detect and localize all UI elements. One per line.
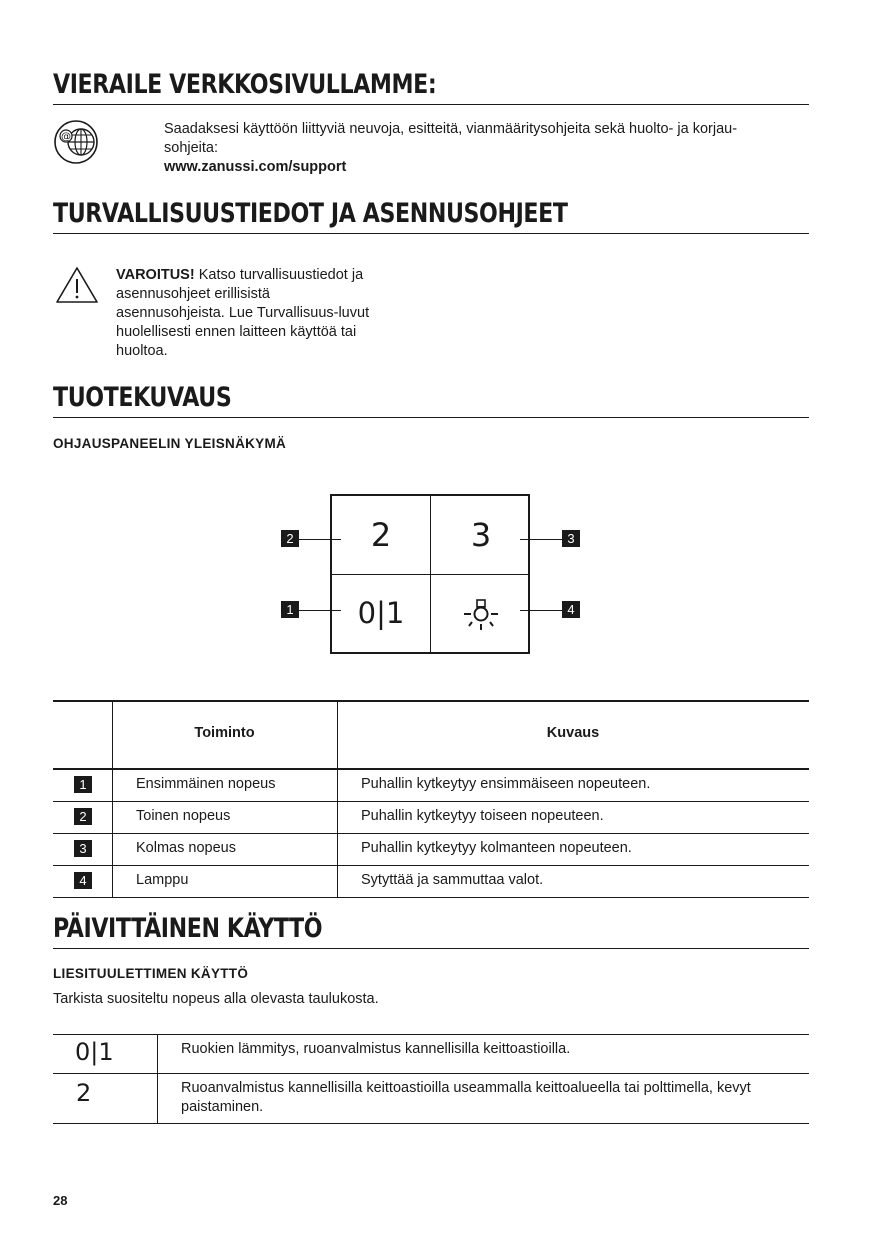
warning-line-4: huolellisesti ennen laitteen käyttöä tai bbox=[116, 324, 357, 340]
row-description: Sytyttää ja sammuttaa valot. bbox=[361, 872, 544, 888]
globe-at-icon bbox=[53, 120, 99, 164]
warning-line-1: Katso turvallisuustiedot ja bbox=[194, 267, 364, 283]
svg-text:@: @ bbox=[61, 131, 71, 143]
lamp-icon[interactable] bbox=[462, 594, 500, 632]
panel-button-speed-3[interactable]: 3 bbox=[470, 516, 492, 554]
callout-leader bbox=[520, 610, 562, 611]
row-description: Puhallin kytkeytyy kolmanteen nopeuteen. bbox=[361, 840, 632, 856]
warning-text bbox=[116, 266, 363, 285]
heading-product: TUOTEKUVAUS bbox=[53, 382, 232, 413]
divider bbox=[53, 233, 809, 234]
speed-row-text: Ruokien lämmitys, ruoanvalmistus kannellisilla keittoastioilla. bbox=[181, 1041, 571, 1057]
callout-3: 3 bbox=[562, 530, 580, 547]
panel-button-onoff[interactable]: 0|1 bbox=[357, 596, 405, 630]
panel-divider-h bbox=[330, 574, 530, 575]
row-function: Lamppu bbox=[136, 872, 189, 888]
table-header-description: Kuvaus bbox=[546, 725, 600, 741]
heading-daily-use: PÄIVITTÄINEN KÄYTTÖ bbox=[53, 913, 323, 944]
callout-1: 1 bbox=[281, 601, 299, 618]
row-function: Ensimmäinen nopeus bbox=[136, 776, 276, 792]
speed-row-divider bbox=[53, 1073, 809, 1074]
visit-text-cont: sohjeita: bbox=[164, 140, 219, 156]
warning-line-5: huoltoa. bbox=[116, 343, 168, 359]
row-number-badge: 4 bbox=[74, 872, 92, 889]
table-header-border bbox=[53, 768, 809, 770]
callout-4: 4 bbox=[562, 601, 580, 618]
subheading-control-panel: OHJAUSPANEELIN YLEISNÄKYMÄ bbox=[53, 436, 287, 451]
divider bbox=[53, 104, 809, 105]
divider bbox=[53, 417, 809, 418]
warning-triangle-icon bbox=[55, 266, 99, 304]
row-number-badge: 3 bbox=[74, 840, 92, 857]
row-divider bbox=[53, 865, 809, 866]
visit-text: Saadaksesi käyttöön liittyviä neuvoja, esitteitä, vianmääritysohjeita sekä huolto- ja korjau- bbox=[164, 121, 738, 137]
speed-table-top bbox=[53, 1034, 809, 1035]
speed-symbol-2: 2 bbox=[76, 1079, 92, 1107]
table-header-function: Toiminto bbox=[194, 725, 255, 741]
speed-table-col-divider bbox=[157, 1034, 158, 1123]
row-description: Puhallin kytkeytyy ensimmäiseen nopeuteen. bbox=[361, 776, 651, 792]
page-number: 28 bbox=[53, 1193, 68, 1208]
row-divider bbox=[53, 833, 809, 834]
speed-table-bottom bbox=[53, 1123, 809, 1124]
subheading-hood-use: LIESITUULETTIMEN KÄYTTÖ bbox=[53, 966, 249, 981]
divider bbox=[53, 948, 809, 949]
table-bottom-border bbox=[53, 897, 809, 898]
heading-visit: VIERAILE VERKKOSIVULLAMME: bbox=[53, 69, 437, 100]
daily-intro: Tarkista suositeltu nopeus alla olevasta taulukosta. bbox=[53, 991, 379, 1007]
row-divider bbox=[53, 801, 809, 802]
row-function: Kolmas nopeus bbox=[136, 840, 236, 856]
callout-2: 2 bbox=[281, 530, 299, 547]
warning-label: VAROITUS! bbox=[116, 267, 195, 283]
callout-leader bbox=[520, 539, 562, 540]
panel-button-speed-2[interactable]: 2 bbox=[370, 516, 392, 554]
warning-line-3: asennusohjeista. Lue Turvallisuus-luvut bbox=[116, 305, 370, 321]
support-link[interactable]: www.zanussi.com/support bbox=[164, 159, 347, 175]
speed-row-text-cont: paistaminen. bbox=[181, 1099, 264, 1115]
row-function: Toinen nopeus bbox=[136, 808, 231, 824]
speed-row-text: Ruoanvalmistus kannellisilla keittoastioilla useammalla keittoalueella tai polttimella, kevyt bbox=[181, 1080, 751, 1096]
heading-safety: TURVALLISUUSTIEDOT JA ASENNUSOHJEET bbox=[53, 198, 568, 229]
warning-line-2: asennusohjeet erillisistä bbox=[116, 286, 270, 302]
speed-symbol-onoff: 0|1 bbox=[75, 1038, 114, 1066]
callout-leader bbox=[299, 539, 341, 540]
row-description: Puhallin kytkeytyy toiseen nopeuteen. bbox=[361, 808, 604, 824]
table-top-border bbox=[53, 700, 809, 702]
callout-leader bbox=[299, 610, 341, 611]
row-number-badge: 1 bbox=[74, 776, 92, 793]
row-number-badge: 2 bbox=[74, 808, 92, 825]
